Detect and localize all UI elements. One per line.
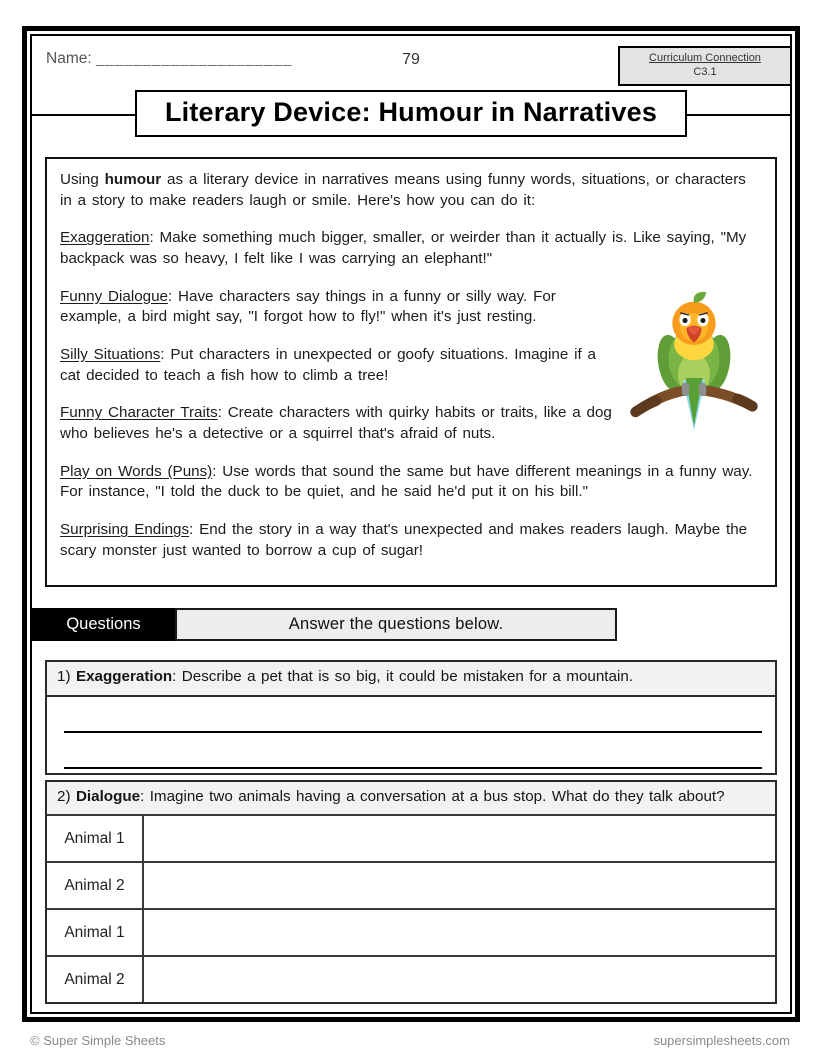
device-paragraph-puns [60, 462, 762, 503]
curriculum-connection-title: Curriculum Connection [649, 52, 761, 64]
device-desc: : Use words that sound the same but have different meanings in a funny way. For instance, "I told the duck to be quiet, and he said he'd put it on his bill." [60, 462, 753, 501]
device-desc: : Make something much bigger, smaller, or weirder than it actually is. Like saying, "My backpack was so heavy, I felt like I was carrying an elephant!" [60, 229, 747, 268]
dialogue-answer-cell[interactable] [144, 863, 775, 908]
dialogue-row-label: Animal 1 [47, 816, 144, 861]
header-row [32, 48, 790, 78]
intro-text-post: as a literary device in narratives means using funny words, situations, or characters in a story to make readers laugh or smile. Here's how you can do it: [60, 171, 746, 209]
answer-line[interactable] [64, 767, 762, 769]
device-term: Silly Situations [60, 346, 161, 364]
page-number: 79 [402, 51, 420, 68]
worksheet-page [30, 34, 792, 1014]
question-1-header [47, 662, 775, 697]
table-row [47, 814, 775, 861]
question-1-number: 1) [57, 668, 76, 685]
answer-line[interactable] [64, 731, 762, 733]
dialogue-row-label: Animal 1 [47, 910, 144, 955]
curriculum-connection-box [618, 46, 792, 86]
question-1-text: : Describe a pet that is so big, it could be mistaken for a mountain. [172, 668, 633, 685]
question-2-number: 2) [57, 787, 76, 805]
questions-bar-label: Questions [32, 608, 175, 641]
device-paragraph-exaggeration [60, 228, 762, 269]
parrot-on-branch-icon [628, 289, 760, 435]
page-title: Literary Device: Humour in Narratives [135, 90, 687, 137]
footer-website: supersimplesheets.com [653, 1033, 790, 1048]
intro-paragraph [60, 170, 762, 211]
table-row [47, 955, 775, 1002]
table-row [47, 908, 775, 955]
dialogue-row-label: Animal 2 [47, 957, 144, 1002]
questions-section-bar [32, 608, 790, 641]
question-1-answer-area[interactable] [47, 697, 775, 773]
question-2-box [45, 780, 777, 1005]
intro-keyword: humour [104, 171, 162, 188]
device-paragraph-surprising-endings [60, 520, 762, 561]
device-desc: : Create characters with quirky habits or traits, like a dog who believes he's a detective or a squirrel that's afraid of nuts. [60, 404, 612, 443]
device-desc: : Put characters in unexpected or goofy situations. Imagine if a cat decided to teach a fish how to climb a tree! [60, 346, 596, 384]
device-term: Surprising Endings [60, 521, 190, 539]
name-blank-line[interactable]: _____________________ [95, 50, 293, 67]
question-1-term: Exaggeration [75, 668, 173, 685]
table-row [47, 861, 775, 908]
footer [30, 1033, 790, 1048]
intro-text-pre: Using [60, 171, 105, 188]
device-desc: : End the story in a way that's unexpected and makes readers laugh. Maybe the scary monster just wanted to borrow a cup of sugar! [60, 521, 748, 559]
device-term: Play on Words (Puns) [60, 462, 213, 480]
dialogue-answer-cell[interactable] [144, 816, 775, 861]
curriculum-connection-code: C3.1 [693, 66, 717, 79]
device-desc: : Have characters say things in a funny or silly way. For example, a bird might say, "I forgot how to fly!" when it's just resting. [60, 287, 556, 326]
title-section [32, 90, 790, 138]
name-label: Name: [46, 50, 92, 67]
device-term: Exaggeration [60, 229, 150, 247]
device-term: Funny Character Traits [60, 404, 218, 422]
device-term: Funny Dialogue [60, 287, 168, 305]
question-2-term: Dialogue [75, 787, 141, 805]
question-2-header [47, 782, 775, 815]
worksheet-page-border [22, 26, 800, 1022]
parrot-illustration [628, 289, 760, 435]
footer-copyright: © Super Simple Sheets [30, 1033, 166, 1048]
dialogue-answer-cell[interactable] [144, 910, 775, 955]
question-1-box [45, 660, 777, 775]
dialogue-row-label: Animal 2 [47, 863, 144, 908]
lesson-text-box [45, 157, 777, 587]
questions-bar-instruction: Answer the questions below. [175, 608, 617, 641]
question-2-text: : Imagine two animals having a conversation at a bus stop. What do they talk about? [140, 787, 725, 805]
dialogue-answer-cell[interactable] [144, 957, 775, 1002]
